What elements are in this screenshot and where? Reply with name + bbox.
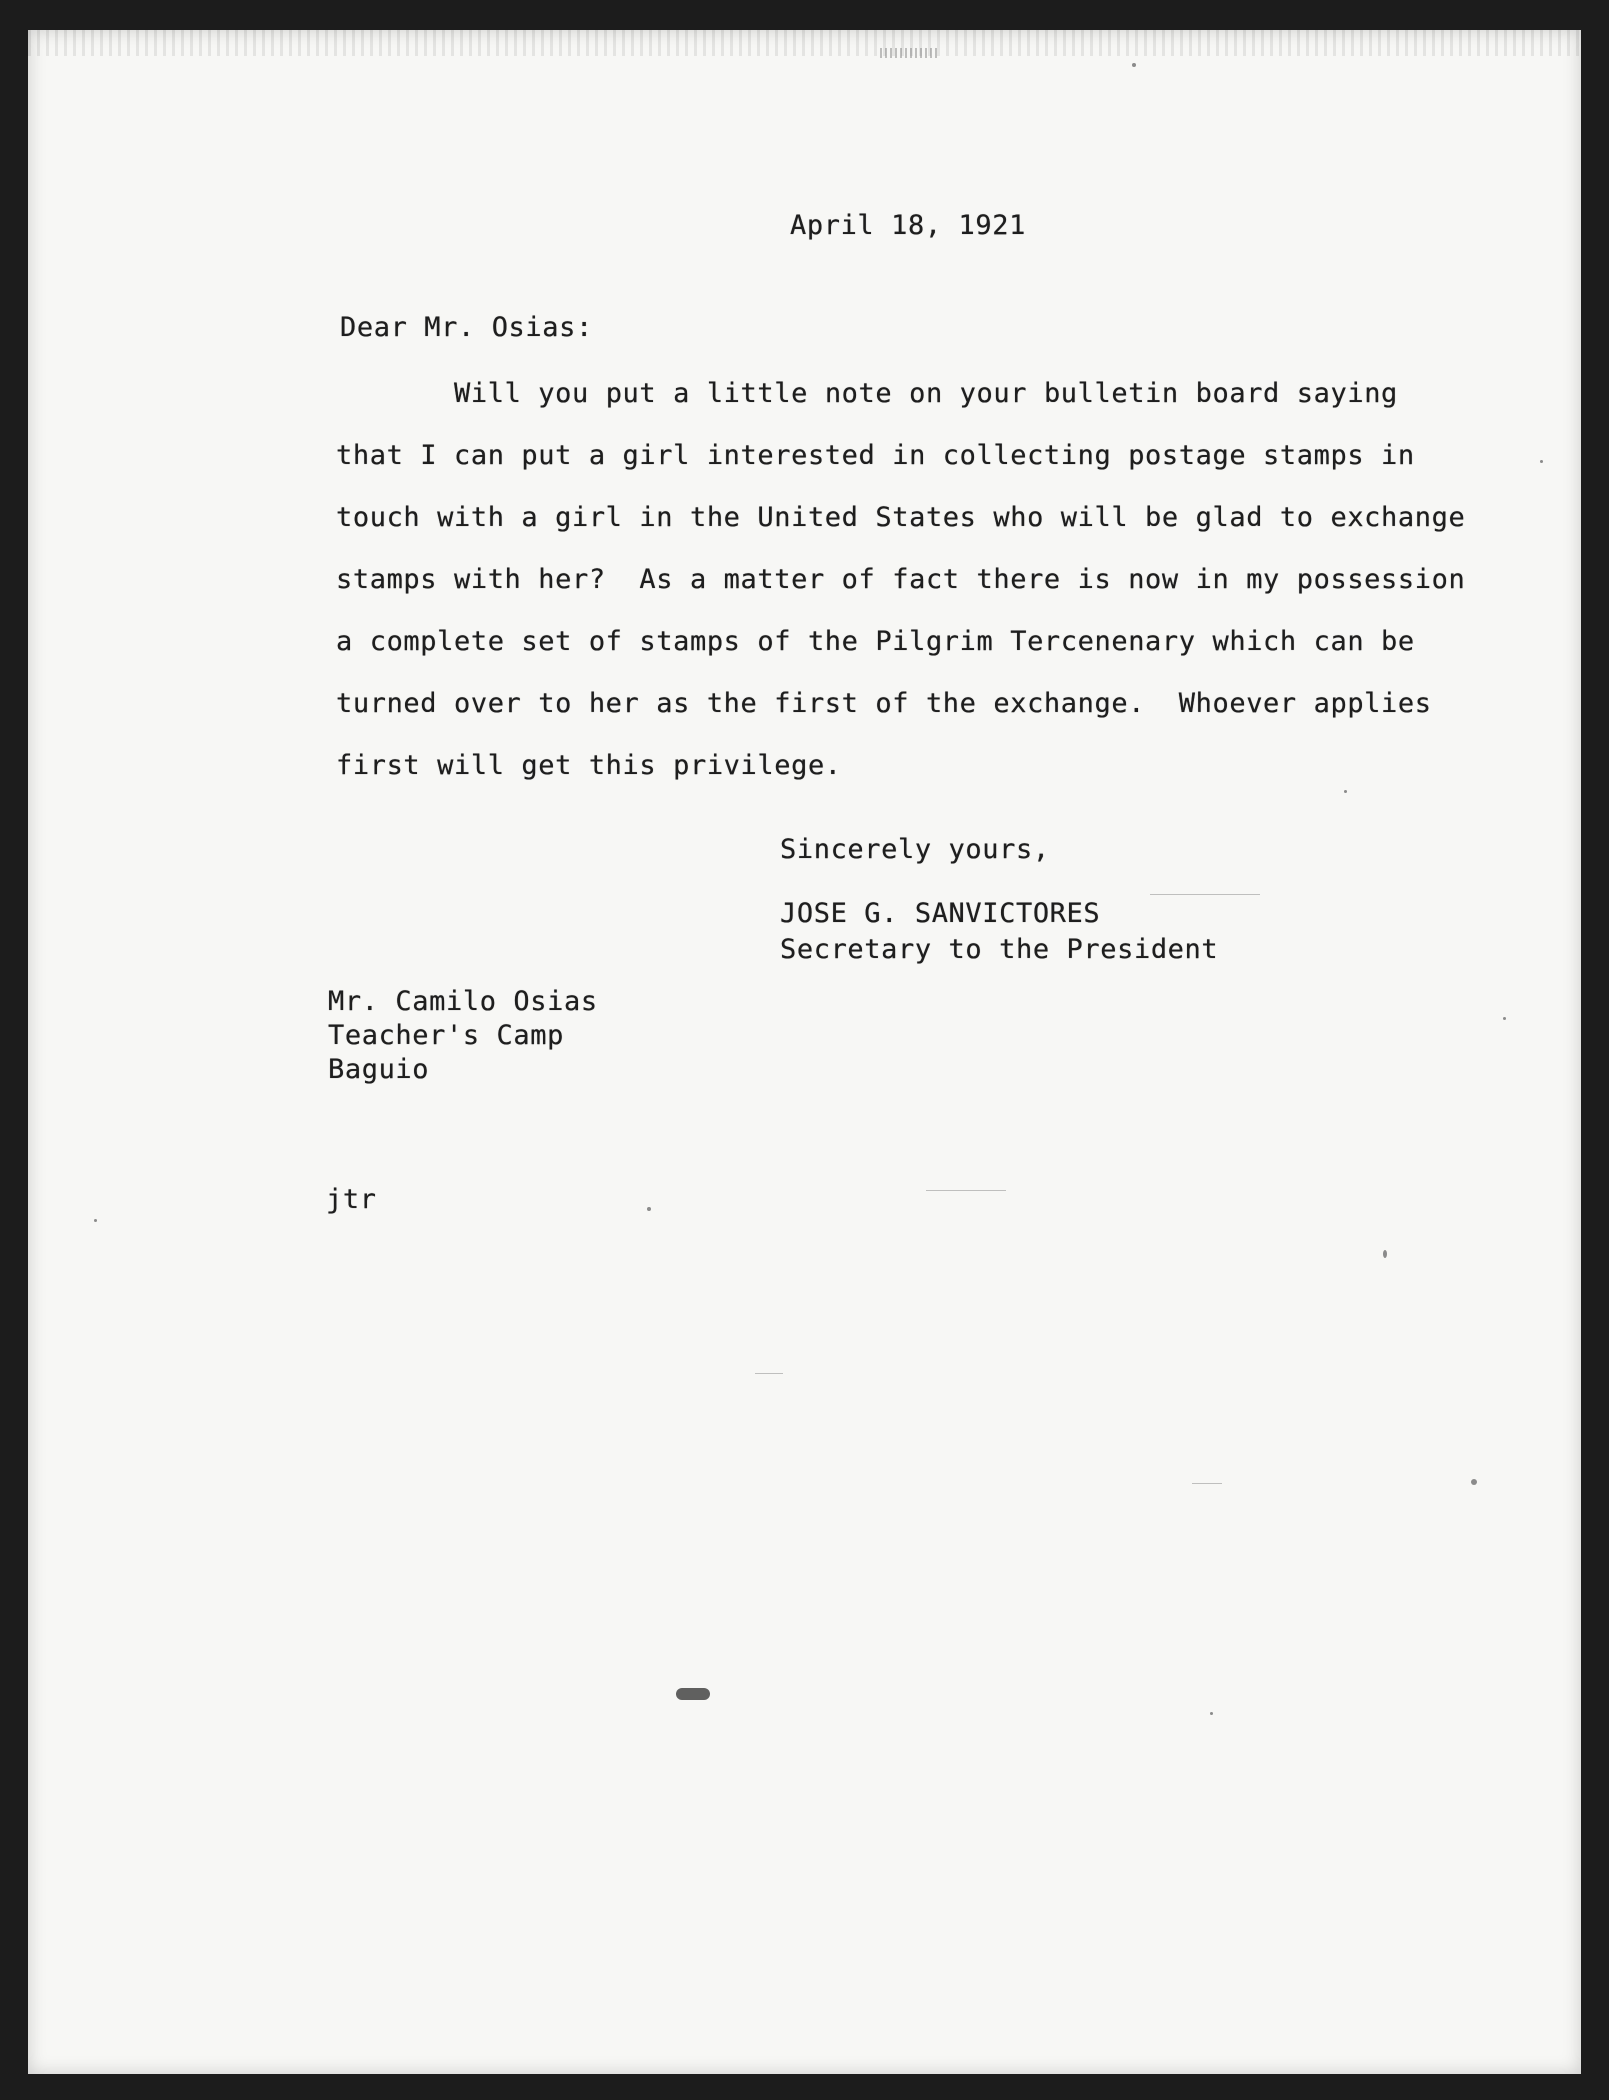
top-stamp-mark — [880, 48, 940, 58]
body-line: first will get this privilege. — [336, 750, 842, 781]
dust-speck — [1471, 1479, 1477, 1485]
faint-rule — [1192, 1483, 1222, 1484]
dust-speck — [1210, 1712, 1213, 1715]
faint-rule — [1150, 894, 1260, 895]
body-line: stamps with her? As a matter of fact there is now in my possession — [336, 564, 1466, 595]
signer-title: Secretary to the President — [780, 934, 1219, 965]
faint-rule — [755, 1373, 783, 1374]
typist-initials: jtr — [326, 1184, 377, 1215]
body-line: turned over to her as the first of the exchange. Whoever applies — [336, 688, 1432, 719]
dust-speck — [1383, 1250, 1387, 1258]
dust-speck — [1132, 63, 1136, 67]
body-line: touch with a girl in the United States who will be glad to exchange — [336, 502, 1466, 533]
recipient-address-line: Teacher's Camp — [328, 1020, 564, 1051]
signer-name: JOSE G. SANVICTORES — [780, 898, 1101, 929]
dust-speck — [94, 1219, 97, 1222]
dust-speck — [1344, 790, 1347, 793]
letter-date: April 18, 1921 — [790, 210, 1026, 241]
faint-rule — [926, 1190, 1006, 1191]
body-line: Will you put a little note on your bulletin board saying — [454, 378, 1398, 409]
dust-speck — [1540, 460, 1543, 463]
body-line: that I can put a girl interested in collecting postage stamps in — [336, 440, 1415, 471]
dust-speck — [647, 1207, 651, 1211]
body-line: a complete set of stamps of the Pilgrim Tercenenary which can be — [336, 626, 1415, 657]
salutation: Dear Mr. Osias: — [340, 312, 593, 343]
dust-speck — [1503, 1017, 1506, 1020]
closing: Sincerely yours, — [780, 834, 1050, 865]
ink-smudge — [676, 1688, 710, 1700]
scan-edge-noise — [28, 30, 1581, 56]
recipient-address-line: Baguio — [328, 1054, 430, 1085]
recipient-name: Mr. Camilo Osias — [328, 986, 598, 1017]
letter-page — [28, 30, 1581, 2074]
